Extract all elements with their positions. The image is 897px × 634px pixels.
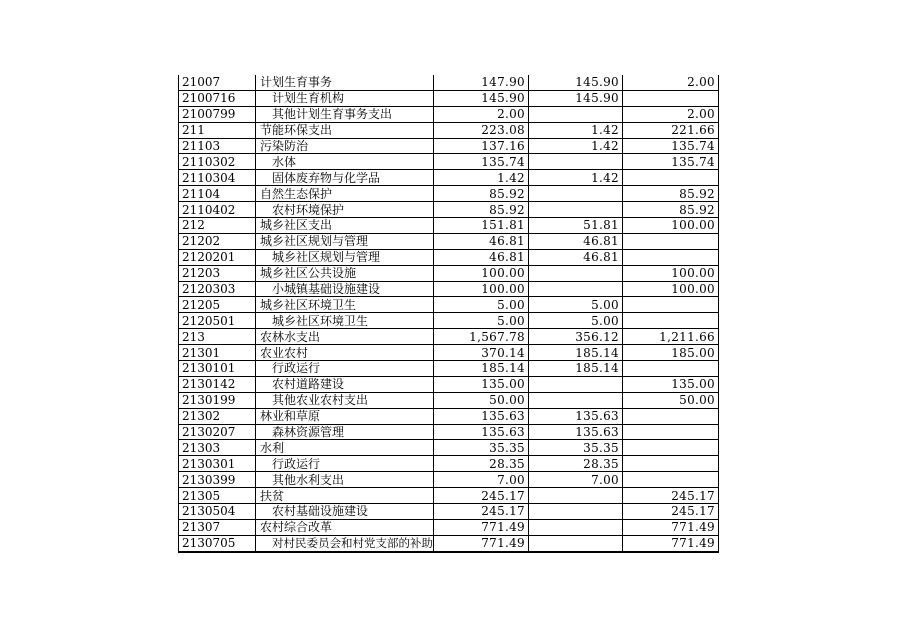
amount-col2-cell: 135.63 <box>529 424 623 440</box>
amount-col3-cell: 1,211.66 <box>623 329 719 345</box>
budget-name-cell: 小城镇基础设施建设 <box>256 281 434 297</box>
amount-col2-cell <box>529 281 623 297</box>
budget-name-cell: 固体废弃物与化学品 <box>256 170 434 186</box>
table-row <box>179 281 719 297</box>
amount-col3-cell: 85.92 <box>623 202 719 218</box>
budget-code-cell: 211 <box>179 122 256 138</box>
amount-col3-cell: 221.66 <box>623 122 719 138</box>
amount-col3-cell <box>623 297 719 313</box>
amount-col1-cell: 50.00 <box>434 392 529 408</box>
table-row <box>179 249 719 265</box>
table-row <box>179 456 719 472</box>
budget-name-cell: 对村民委员会和村党支部的补助 <box>256 535 434 551</box>
amount-col3-cell <box>623 424 719 440</box>
table-row <box>179 297 719 313</box>
budget-name-cell: 其他农业农村支出 <box>256 392 434 408</box>
budget-name-cell: 污染防治 <box>256 138 434 154</box>
budget-code-cell: 2120303 <box>179 281 256 297</box>
amount-col1-cell: 1.42 <box>434 170 529 186</box>
amount-col2-cell: 185.14 <box>529 361 623 377</box>
budget-code-cell: 21305 <box>179 488 256 504</box>
amount-col2-cell: 7.00 <box>529 472 623 488</box>
amount-col1-cell: 771.49 <box>434 535 529 551</box>
budget-code-cell: 2130101 <box>179 361 256 377</box>
amount-col2-cell <box>529 504 623 520</box>
amount-col2-cell: 5.00 <box>529 297 623 313</box>
budget-code-cell: 21302 <box>179 408 256 424</box>
table-row <box>179 345 719 361</box>
amount-col1-cell: 137.16 <box>434 138 529 154</box>
amount-col2-cell <box>529 488 623 504</box>
amount-col3-cell <box>623 233 719 249</box>
budget-name-cell: 城乡社区支出 <box>256 218 434 234</box>
amount-col3-cell: 100.00 <box>623 218 719 234</box>
table-row <box>179 408 719 424</box>
amount-col3-cell <box>623 408 719 424</box>
amount-col1-cell: 135.00 <box>434 376 529 392</box>
amount-col1-cell: 185.14 <box>434 361 529 377</box>
amount-col2-cell: 1.42 <box>529 138 623 154</box>
budget-name-cell: 城乡社区公共设施 <box>256 265 434 281</box>
amount-col2-cell: 46.81 <box>529 233 623 249</box>
amount-col3-cell: 771.49 <box>623 535 719 551</box>
amount-col1-cell: 151.81 <box>434 218 529 234</box>
budget-name-cell: 计划生育机构 <box>256 90 434 106</box>
budget-code-cell: 213 <box>179 329 256 345</box>
budget-code-cell: 2130504 <box>179 504 256 520</box>
amount-col1-cell: 100.00 <box>434 281 529 297</box>
table-row <box>179 504 719 520</box>
amount-col3-cell <box>623 361 719 377</box>
table-row <box>179 106 719 122</box>
amount-col2-cell <box>529 519 623 535</box>
amount-col3-cell: 245.17 <box>623 488 719 504</box>
budget-name-cell: 计划生育事务 <box>256 75 434 90</box>
amount-col3-cell <box>623 90 719 106</box>
table-row <box>179 154 719 170</box>
budget-code-cell: 21301 <box>179 345 256 361</box>
amount-col1-cell: 28.35 <box>434 456 529 472</box>
amount-col2-cell <box>529 154 623 170</box>
amount-col2-cell <box>529 265 623 281</box>
budget-name-cell: 农村环境保护 <box>256 202 434 218</box>
amount-col3-cell: 245.17 <box>623 504 719 520</box>
amount-col2-cell: 145.90 <box>529 90 623 106</box>
amount-col2-cell <box>529 202 623 218</box>
amount-col3-cell: 100.00 <box>623 265 719 281</box>
amount-col1-cell: 100.00 <box>434 265 529 281</box>
budget-code-cell: 21303 <box>179 440 256 456</box>
budget-code-cell: 21307 <box>179 519 256 535</box>
budget-name-cell: 农业农村 <box>256 345 434 361</box>
budget-name-cell: 农村道路建设 <box>256 376 434 392</box>
budget-name-cell: 森林资源管理 <box>256 424 434 440</box>
budget-code-cell: 21205 <box>179 297 256 313</box>
budget-name-cell: 城乡社区环境卫生 <box>256 313 434 329</box>
budget-name-cell: 水利 <box>256 440 434 456</box>
budget-name-cell: 其他计划生育事务支出 <box>256 106 434 122</box>
table-row <box>179 186 719 202</box>
budget-code-cell: 2100716 <box>179 90 256 106</box>
budget-code-cell: 2100799 <box>179 106 256 122</box>
amount-col1-cell: 7.00 <box>434 472 529 488</box>
table-row <box>179 218 719 234</box>
table-row <box>179 376 719 392</box>
budget-name-cell: 农村综合改革 <box>256 519 434 535</box>
budget-name-cell: 其他水利支出 <box>256 472 434 488</box>
amount-col1-cell: 135.63 <box>434 424 529 440</box>
table-row <box>179 90 719 106</box>
budget-code-cell: 2110402 <box>179 202 256 218</box>
amount-col1-cell: 135.74 <box>434 154 529 170</box>
budget-code-cell: 2120501 <box>179 313 256 329</box>
table-row <box>179 424 719 440</box>
budget-expenditure-table <box>178 75 719 553</box>
amount-col2-cell: 145.90 <box>529 75 623 90</box>
amount-col2-cell <box>529 392 623 408</box>
budget-code-cell: 2110302 <box>179 154 256 170</box>
amount-col2-cell: 135.63 <box>529 408 623 424</box>
budget-name-cell: 城乡社区规划与管理 <box>256 233 434 249</box>
amount-col1-cell: 85.92 <box>434 186 529 202</box>
budget-code-cell: 2130142 <box>179 376 256 392</box>
budget-name-cell: 林业和草原 <box>256 408 434 424</box>
table-row <box>179 170 719 186</box>
amount-col1-cell: 85.92 <box>434 202 529 218</box>
amount-col1-cell: 46.81 <box>434 233 529 249</box>
amount-col1-cell: 245.17 <box>434 504 529 520</box>
budget-code-cell: 2130207 <box>179 424 256 440</box>
table-row <box>179 122 719 138</box>
table-row <box>179 519 719 535</box>
amount-col1-cell: 223.08 <box>434 122 529 138</box>
amount-col3-cell <box>623 472 719 488</box>
amount-col3-cell <box>623 313 719 329</box>
table-row <box>179 75 719 90</box>
amount-col1-cell: 5.00 <box>434 297 529 313</box>
amount-col3-cell: 85.92 <box>623 186 719 202</box>
amount-col1-cell: 771.49 <box>434 519 529 535</box>
budget-code-cell: 21202 <box>179 233 256 249</box>
amount-col2-cell: 5.00 <box>529 313 623 329</box>
amount-col1-cell: 147.90 <box>434 75 529 90</box>
amount-col1-cell: 5.00 <box>434 313 529 329</box>
amount-col2-cell <box>529 376 623 392</box>
amount-col3-cell: 100.00 <box>623 281 719 297</box>
table-row <box>179 472 719 488</box>
budget-code-cell: 21103 <box>179 138 256 154</box>
budget-code-cell: 21203 <box>179 265 256 281</box>
amount-col3-cell <box>623 440 719 456</box>
budget-code-cell: 2130705 <box>179 535 256 551</box>
amount-col2-cell: 28.35 <box>529 456 623 472</box>
amount-col2-cell: 185.14 <box>529 345 623 361</box>
amount-col1-cell: 35.35 <box>434 440 529 456</box>
table-row <box>179 138 719 154</box>
amount-col3-cell: 185.00 <box>623 345 719 361</box>
amount-col2-cell: 1.42 <box>529 170 623 186</box>
amount-col3-cell: 2.00 <box>623 106 719 122</box>
table-row <box>179 202 719 218</box>
table-row <box>179 265 719 281</box>
table-row <box>179 535 719 551</box>
table-row <box>179 488 719 504</box>
amount-col2-cell <box>529 186 623 202</box>
amount-col2-cell: 356.12 <box>529 329 623 345</box>
budget-code-cell: 2130399 <box>179 472 256 488</box>
amount-col2-cell: 1.42 <box>529 122 623 138</box>
table-row <box>179 329 719 345</box>
table-row <box>179 392 719 408</box>
budget-code-cell: 21007 <box>179 75 256 90</box>
amount-col1-cell: 46.81 <box>434 249 529 265</box>
budget-name-cell: 节能环保支出 <box>256 122 434 138</box>
budget-code-cell: 2110304 <box>179 170 256 186</box>
budget-code-cell: 21104 <box>179 186 256 202</box>
amount-col2-cell: 51.81 <box>529 218 623 234</box>
budget-name-cell: 自然生态保护 <box>256 186 434 202</box>
table-row <box>179 440 719 456</box>
table-row <box>179 361 719 377</box>
budget-code-cell: 2130199 <box>179 392 256 408</box>
budget-name-cell: 行政运行 <box>256 456 434 472</box>
amount-col1-cell: 245.17 <box>434 488 529 504</box>
budget-name-cell: 城乡社区规划与管理 <box>256 249 434 265</box>
budget-name-cell: 行政运行 <box>256 361 434 377</box>
amount-col1-cell: 135.63 <box>434 408 529 424</box>
amount-col3-cell: 135.74 <box>623 154 719 170</box>
amount-col3-cell: 771.49 <box>623 519 719 535</box>
budget-name-cell: 农村基础设施建设 <box>256 504 434 520</box>
amount-col3-cell: 135.74 <box>623 138 719 154</box>
amount-col2-cell <box>529 535 623 551</box>
amount-col2-cell <box>529 106 623 122</box>
amount-col3-cell <box>623 456 719 472</box>
budget-name-cell: 扶贫 <box>256 488 434 504</box>
amount-col3-cell <box>623 170 719 186</box>
budget-name-cell: 水体 <box>256 154 434 170</box>
table-row <box>179 313 719 329</box>
amount-col1-cell: 370.14 <box>434 345 529 361</box>
budget-code-cell: 2130301 <box>179 456 256 472</box>
amount-col1-cell: 2.00 <box>434 106 529 122</box>
amount-col2-cell: 46.81 <box>529 249 623 265</box>
table-row <box>179 233 719 249</box>
budget-code-cell: 212 <box>179 218 256 234</box>
amount-col3-cell: 50.00 <box>623 392 719 408</box>
amount-col2-cell: 35.35 <box>529 440 623 456</box>
amount-col3-cell: 135.00 <box>623 376 719 392</box>
budget-code-cell: 2120201 <box>179 249 256 265</box>
amount-col1-cell: 1,567.78 <box>434 329 529 345</box>
amount-col3-cell <box>623 249 719 265</box>
amount-col3-cell: 2.00 <box>623 75 719 90</box>
budget-name-cell: 城乡社区环境卫生 <box>256 297 434 313</box>
amount-col1-cell: 145.90 <box>434 90 529 106</box>
budget-name-cell: 农林水支出 <box>256 329 434 345</box>
budget-table-body <box>179 75 719 552</box>
